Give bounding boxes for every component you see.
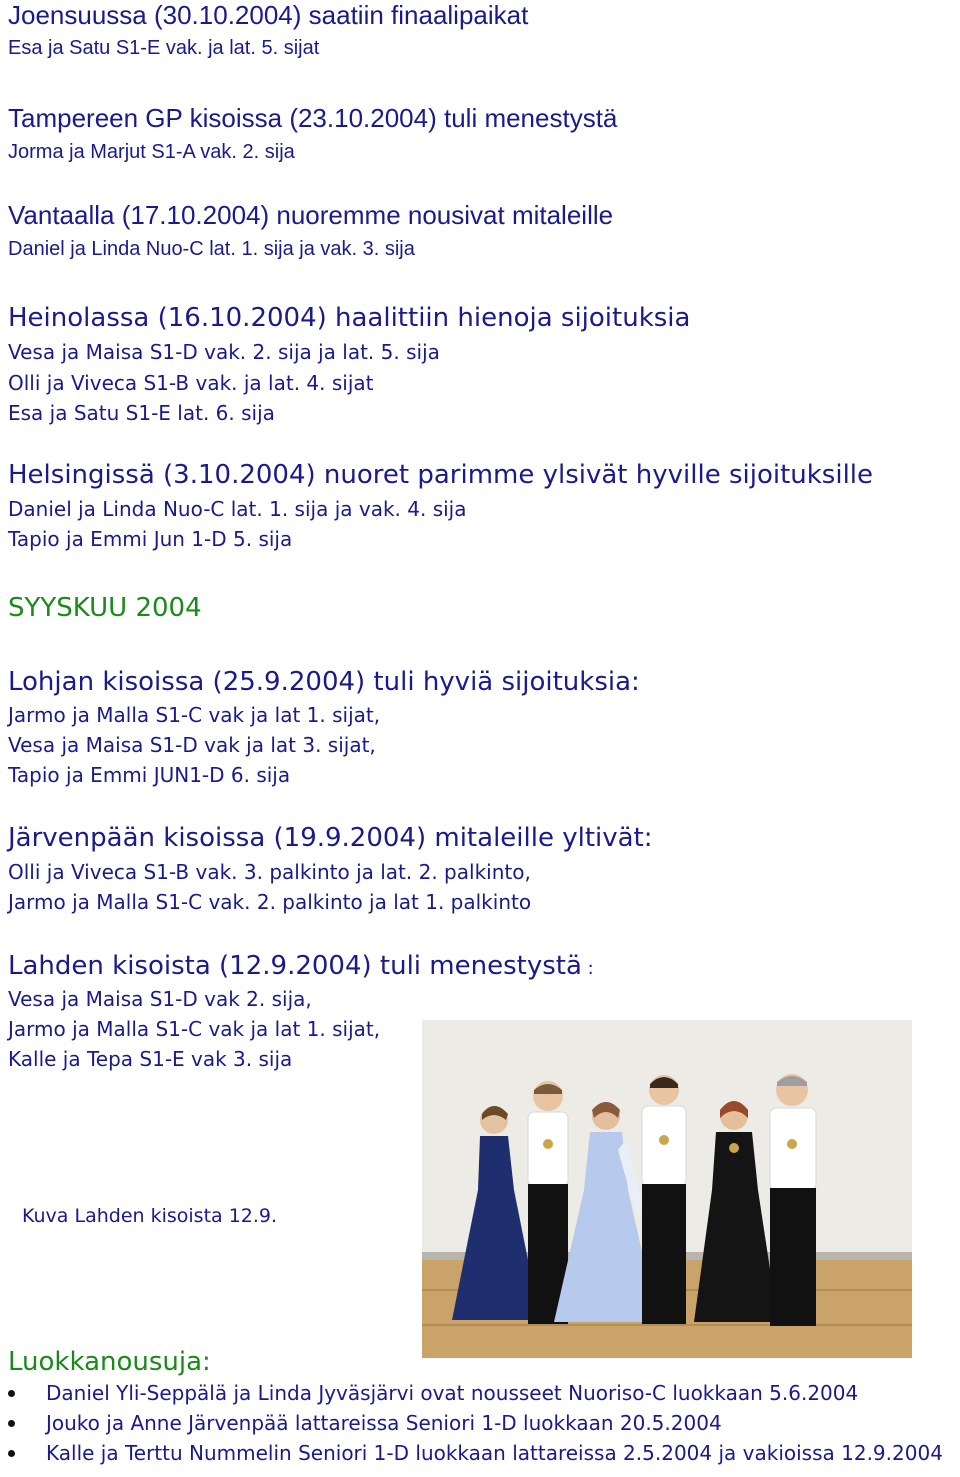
result-line: Jarmo ja Malla S1-C vak. 2. palkinto ja lat 1. palkinto [8, 890, 532, 914]
list-item: Jouko ja Anne Järvenpää lattareissa Seniori 1-D luokkaan 20.5.2004 [0, 1408, 943, 1438]
result-line: Vesa ja Maisa S1-D vak ja lat 3. sijat, [8, 733, 376, 757]
heading-heinola: Heinolassa (16.10.2004) haalittiin hienoja sijoituksia [8, 303, 691, 333]
heading-jarvenpaa: Järvenpään kisoissa (19.9.2004) mitaleille yltivät: [8, 823, 653, 853]
result-line: Daniel ja Linda Nuo-C lat. 1. sija ja vak. 4. sija [8, 497, 467, 521]
result-line: Jarmo ja Malla S1-C vak ja lat 1. sijat, [8, 703, 381, 727]
list-item: Kalle ja Terttu Nummelin Seniori 1-D luokkaan lattareissa 2.5.2004 ja vakioissa 12.9.2004 [0, 1438, 943, 1468]
heading-joensuu: Joensuussa (30.10.2004) saatiin finaalipaikat [8, 0, 529, 30]
result-line: Esa ja Satu S1-E vak. ja lat. 5. sijat [8, 37, 320, 59]
heading-lahti-text: Lahden kisoista (12.9.2004) tuli menestystä [8, 951, 582, 981]
heading-lahti-suffix: : [581, 958, 594, 979]
heading-promotions: Luokkanousuja: [8, 1347, 211, 1377]
result-line: Jorma ja Marjut S1-A vak. 2. sija [8, 141, 295, 163]
result-line: Tapio ja Emmi Jun 1-D 5. sija [8, 527, 293, 551]
result-line: Tapio ja Emmi JUN1-D 6. sija [8, 763, 291, 787]
list-item: Daniel Yli-Seppälä ja Linda Jyväsjärvi ovat nousseet Nuoriso-C luokkaan 5.6.2004 [0, 1378, 943, 1408]
month-heading: SYYSKUU 2004 [8, 593, 202, 623]
heading-helsinki: Helsingissä (3.10.2004) nuoret parimme ylsivät hyville sijoituksille [8, 460, 874, 490]
result-line: Olli ja Viveca S1-B vak. ja lat. 4. sijat [8, 371, 374, 395]
photo-caption: Kuva Lahden kisoista 12.9. [22, 1205, 278, 1227]
result-line: Vesa ja Maisa S1-D vak 2. sija, [8, 987, 312, 1011]
result-line: Daniel ja Linda Nuo-C lat. 1. sija ja vak. 3. sija [8, 238, 415, 260]
heading-lahti [8, 951, 594, 984]
result-line: Jarmo ja Malla S1-C vak ja lat 1. sijat, [8, 1017, 381, 1041]
result-line: Vesa ja Maisa S1-D vak. 2. sija ja lat. 5. sija [8, 340, 440, 364]
result-line: Olli ja Viveca S1-B vak. 3. palkinto ja lat. 2. palkinto, [8, 860, 531, 884]
result-line: Esa ja Satu S1-E lat. 6. sija [8, 401, 275, 425]
heading-tampere: Tampereen GP kisoissa (23.10.2004) tuli menestystä [8, 103, 618, 133]
group-photo-icon [422, 1020, 912, 1358]
heading-vantaa: Vantaalla (17.10.2004) nuoremme nousivat mitaleille [8, 200, 614, 230]
promotions-list [0, 1378, 943, 1468]
heading-lohja: Lohjan kisoissa (25.9.2004) tuli hyviä sijoituksia: [8, 667, 640, 697]
result-line: Kalle ja Tepa S1-E vak 3. sija [8, 1047, 293, 1071]
